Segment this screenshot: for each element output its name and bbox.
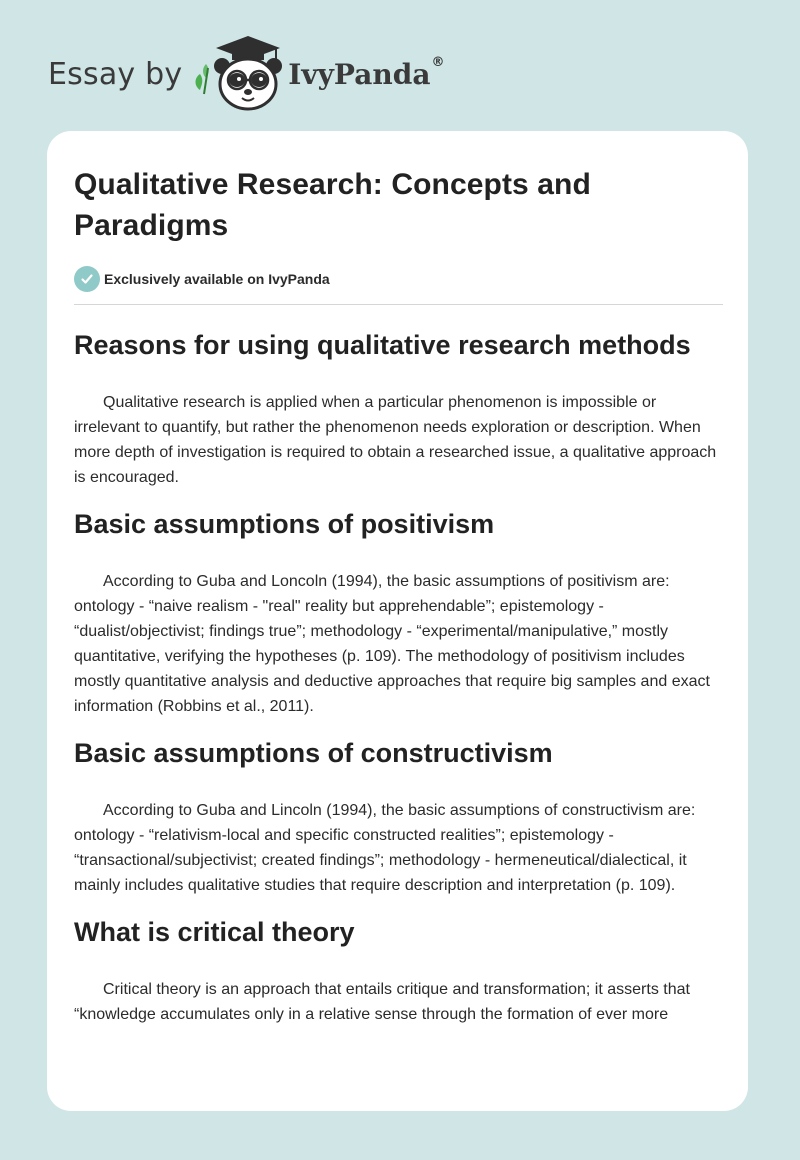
divider xyxy=(74,304,723,305)
brand-name: IvyPanda xyxy=(288,57,431,91)
section-paragraph: According to Guba and Lincoln (1994), the basic assumptions of constructivism are: ontology - “relativism-local and specific constructed realities”; epistemology - “transactional/subjectivist; created findings”; methodology - hermeneutical/dialectical, it mainly includes qualitative studies that require description and interpretation (p. 109). xyxy=(74,802,696,894)
checkmark-svg xyxy=(80,272,94,286)
section-heading: What is critical theory xyxy=(74,917,355,947)
section-heading: Basic assumptions of constructivism xyxy=(74,738,553,768)
exclusive-badge xyxy=(74,266,723,292)
essay-content xyxy=(74,131,723,1027)
leaf-icon xyxy=(196,64,209,94)
brand-header[interactable] xyxy=(48,34,444,114)
section-heading: Reasons for using qualitative research methods xyxy=(74,330,691,360)
badge-text: Exclusively available on IvyPanda xyxy=(104,271,330,287)
section-paragraph: Critical theory is an approach that entails critique and transformation; it asserts that “knowledge accumulates only in a relative sense through the formation of ever more xyxy=(74,981,690,1023)
section-paragraph: Qualitative research is applied when a particular phenomenon is impossible or irrelevant to quantify, but rather the phenomenon needs exploration or description. When more depth of investigation is required to obtain a researched issue, a qualitative approach is encouraged. xyxy=(74,394,717,486)
check-circle-icon xyxy=(74,266,100,292)
panda-logo-svg xyxy=(192,34,288,114)
brand-prefix: Essay by xyxy=(48,56,183,92)
essay-title: Qualitative Research: Concepts and Paradigms xyxy=(74,168,591,242)
section-heading: Basic assumptions of positivism xyxy=(74,509,495,539)
section-paragraph: According to Guba and Loncoln (1994), the basic assumptions of positivism are: ontology - “naive realism - "real" reality but apprehendable”; epistemology - “dualist/objectivist; findings true”; methodology - “experimental/manipulative,” mostly quantitative, verifying the hypotheses (p. 109). The methodology of positivism includes mostly quantitative analysis and deductive approaches that require big samples and exact information (Robbins et al., 2011). xyxy=(74,573,710,715)
panda-graduate-icon xyxy=(192,34,288,114)
registered-mark: ® xyxy=(431,54,445,70)
essay-card xyxy=(47,131,748,1111)
